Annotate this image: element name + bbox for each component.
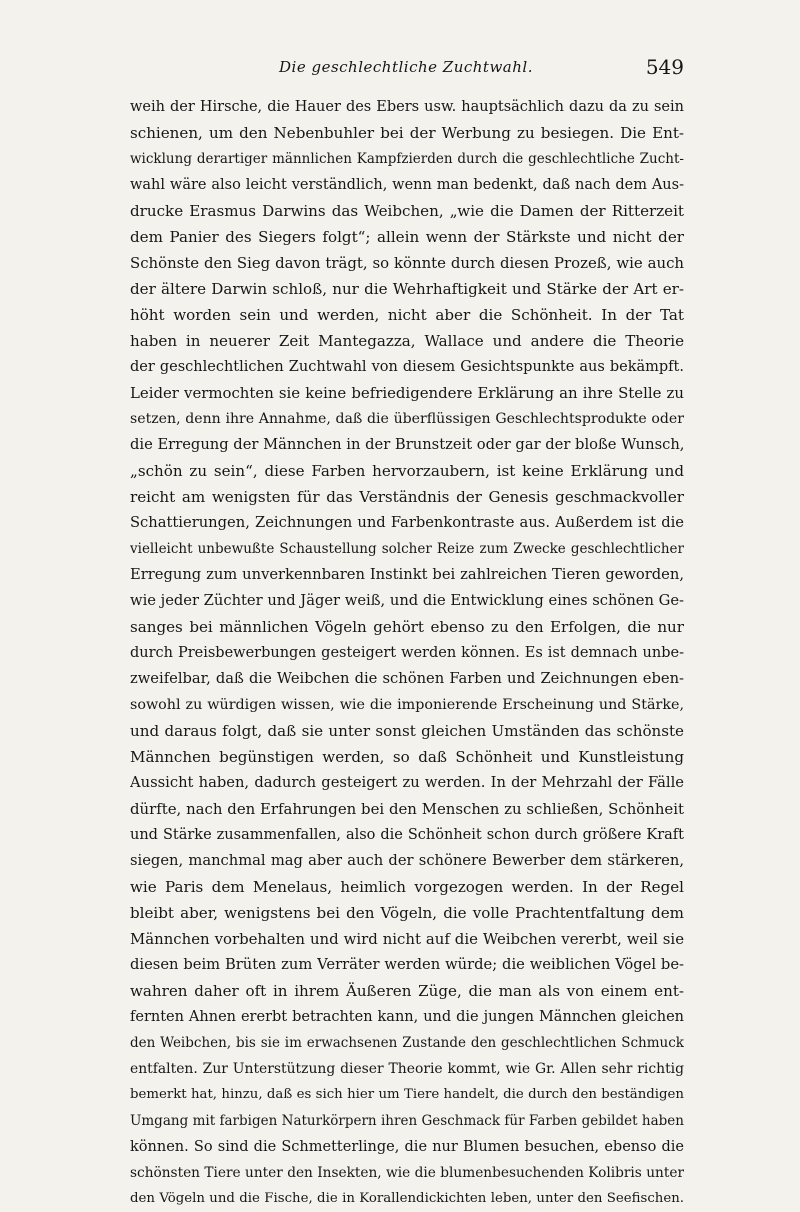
text-line: Umgang mit farbigen Naturkörpern ihren Geschmack für Farben gebildet haben [130, 1113, 684, 1129]
text-line: siegen, manchmal mag aber auch der schönere Bewerber dem stärkeren, [130, 852, 684, 869]
text-line: Leider vermochten sie keine befriedigendere Erklärung an ihre Stelle zu [130, 384, 684, 402]
body-text [130, 94, 684, 1212]
text-line: den Vögeln und die Fische, die in Korallendickichten leben, unter den Seefischen. [130, 1191, 684, 1206]
text-line: wie jeder Züchter und Jäger weiß, und die Entwicklung eines schönen Ge- [130, 592, 684, 609]
text-line: reicht am wenigsten für das Verständnis der Genesis geschmackvoller [130, 488, 684, 506]
text-line: die Erregung der Männchen in der Brunstzeit oder gar der bloße Wunsch, [130, 436, 684, 453]
text-line: Schattierungen, Zeichnungen und Farbenkontraste aus. Außerdem ist die [130, 514, 684, 531]
text-line: wahl wäre also leicht verständlich, wenn man bedenkt, daß nach dem Aus- [130, 177, 684, 193]
text-line: wahren daher oft in ihrem Äußeren Züge, die man als von einem ent- [130, 982, 684, 1000]
text-line: den Weibchen, bis sie im erwachsenen Zustande den geschlechtlichen Schmuck [130, 1035, 684, 1051]
page-number: 549 [645, 55, 684, 79]
text-line: weih der Hirsche, die Hauer des Ebers usw. hauptsächlich dazu da zu sein [130, 99, 684, 115]
text-line: schienen, um den Nebenbuhler bei der Werbung zu besiegen. Die Ent- [130, 124, 684, 142]
text-line: der ältere Darwin schloß, nur die Wehrhaftigkeit und Stärke der Art er- [130, 280, 684, 298]
text-line: Erregung zum unverkennbaren Instinkt bei zahlreichen Tieren geworden, [130, 566, 684, 583]
text-line: schönsten Tiere unter den Insekten, wie die blumenbesuchenden Kolibris unter [130, 1165, 684, 1181]
text-line: fernten Ahnen ererbt betrachten kann, und die jungen Männchen gleichen [130, 1009, 684, 1025]
text-line: und Stärke zusammenfallen, also die Schönheit schon durch größere Kraft [130, 827, 684, 843]
text-line: Männchen vorbehalten und wird nicht auf die Weibchen vererbt, weil sie [130, 930, 684, 948]
text-line: setzen, denn ihre Annahme, daß die überflüssigen Geschlechtsprodukte oder [130, 411, 684, 427]
text-line: dürfte, nach den Erfahrungen bei den Menschen zu schließen, Schönheit [130, 800, 684, 818]
text-line: drucke Erasmus Darwins das Weibchen, „wie die Damen der Ritterzeit [130, 202, 684, 220]
text-line: und daraus folgt, daß sie unter sonst gleichen Umständen das schönste [130, 722, 684, 740]
text-line: wie Paris dem Menelaus, heimlich vorgezogen werden. In der Regel [130, 878, 684, 896]
text-line: der geschlechtlichen Zuchtwahl von diesem Gesichtspunkte aus bekämpft. [130, 359, 684, 375]
text-line: bleibt aber, wenigstens bei den Vögeln, die volle Prachtentfaltung dem [130, 904, 684, 922]
text-line: „schön zu sein“, diese Farben hervorzaubern, ist keine Erklärung und [130, 462, 684, 480]
text-line: durch Preisbewerbungen gesteigert werden können. Es ist demnach unbe- [130, 645, 684, 661]
text-line: Schönste den Sieg davon trägt, so könnte durch diesen Prozeß, wie auch [130, 254, 684, 272]
running-head [128, 55, 684, 86]
text-line: sowohl zu würdigen wissen, wie die imponierende Erscheinung und Stärke, [130, 697, 684, 713]
text-line: diesen beim Brüten zum Verräter werden würde; die weiblichen Vögel be- [130, 956, 684, 973]
text-line: Männchen begünstigen werden, so daß Schönheit und Kunstleistung [130, 748, 684, 766]
text-line: vielleicht unbewußte Schaustellung solcher Reize zum Zwecke geschlechtlicher [130, 541, 684, 557]
text-line: höht worden sein und werden, nicht aber die Schönheit. In der Tat [130, 306, 684, 324]
text-line: haben in neuerer Zeit Mantegazza, Wallace und andere die Theorie [130, 332, 684, 350]
text-line: zweifelbar, daß die Weibchen die schönen Farben und Zeichnungen eben- [130, 670, 684, 687]
text-line: entfalten. Zur Unterstützung dieser Theorie kommt, wie Gr. Allen sehr richtig [130, 1061, 684, 1077]
text-line: wicklung derartiger männlichen Kampfzierden durch die geschlechtliche Zucht- [130, 151, 684, 167]
text-line: Aussicht haben, dadurch gesteigert zu werden. In der Mehrzahl der Fälle [130, 774, 684, 791]
running-title: Die geschlechtliche Zuchtwahl. [279, 58, 533, 76]
text-line: bemerkt hat, hinzu, daß es sich hier um Tiere handelt, die durch den beständigen [130, 1087, 684, 1102]
text-line: können. So sind die Schmetterlinge, die nur Blumen besuchen, ebenso die [130, 1139, 684, 1155]
text-line: sanges bei männlichen Vögeln gehört ebenso zu den Erfolgen, die nur [130, 618, 684, 636]
text-line: dem Panier des Siegers folgt“; allein wenn der Stärkste und nicht der [130, 228, 684, 246]
